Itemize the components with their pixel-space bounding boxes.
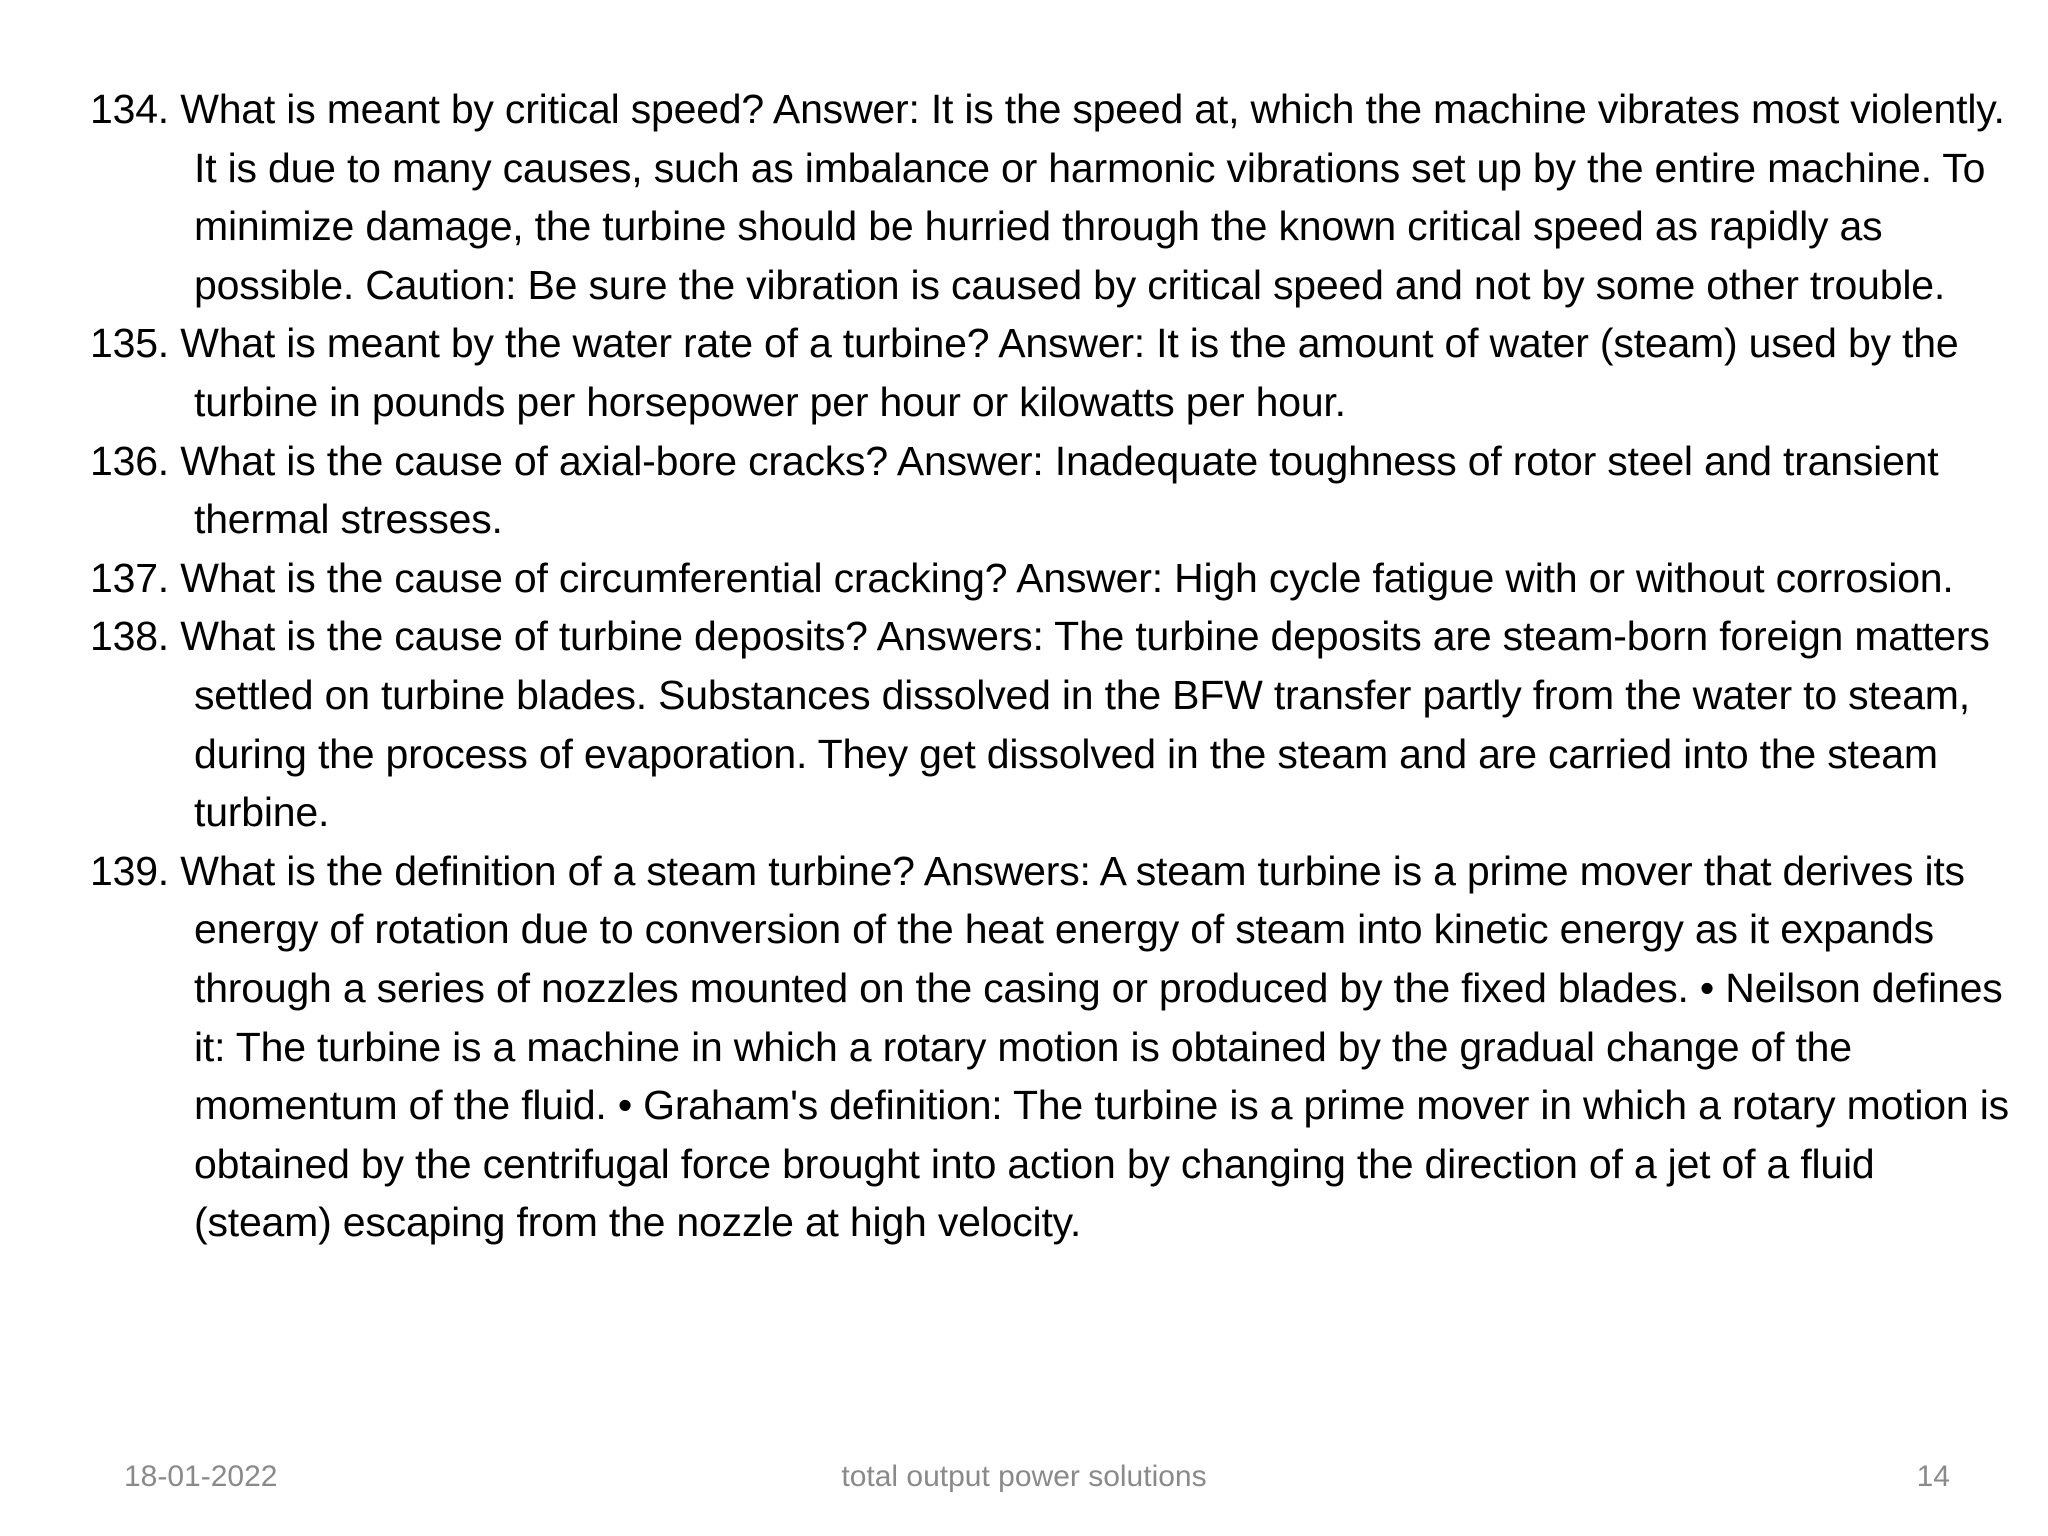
item-text: What is the cause of circumferential cracking? Answer: High cycle fatigue with or without corrosion. xyxy=(180,554,1954,601)
item-text: What is meant by critical speed? Answer: It is the speed at, which the machine vibrates most violently. It is due to many causes, such as imbalance or harmonic vibrations set up by the entire machine. To minimize damage, the turbine should be hurried through the known critical speed as rapidly as possible. Caution: Be sure the vibration is caused by critical speed and not by some other trouble. xyxy=(180,86,2005,308)
page-number: 14 xyxy=(1916,1460,1950,1493)
item-number: 139. xyxy=(90,847,169,894)
qa-item-134 xyxy=(90,80,2010,314)
qa-item-138 xyxy=(90,607,2010,841)
item-number: 134. xyxy=(90,86,169,132)
footer-title: total output power solutions xyxy=(841,1460,1207,1493)
item-text: What is the cause of axial-bore cracks? Answer: Inadequate toughness of rotor steel and transient thermal stresses. xyxy=(180,437,1939,543)
qa-item-139 xyxy=(90,842,2010,1252)
qa-item-135 xyxy=(90,314,2010,431)
item-number: 137. xyxy=(90,554,169,601)
qa-item-136 xyxy=(90,432,2010,549)
item-text: What is meant by the water rate of a turbine? Answer: It is the amount of water (steam) used by the turbine in pounds per horsepower per hour or kilowatts per hour. xyxy=(180,320,1959,425)
qa-list xyxy=(90,80,2010,1252)
item-number: 138. xyxy=(90,613,169,660)
item-text: What is the definition of a steam turbine? Answers: A steam turbine is a prime mover that derives its energy of rotation due to conversion of the heat energy of steam into kinetic energy as it expands through a series of nozzles mounted on the casing or produced by the fixed blades. • Neilson defines it: The turbine is a machine in which a rotary motion is obtained by the gradual change of the momentum of the fluid. • Graham's definition: The turbine is a prime mover in which a rotary motion is obtained by the centrifugal force brought into action by changing the direction of a jet of a fluid (steam) escaping from the nozzle at high velocity. xyxy=(180,847,2009,1246)
qa-item-137 xyxy=(90,549,2010,608)
footer-date: 18-01-2022 xyxy=(124,1460,278,1493)
item-number: 136. xyxy=(90,437,169,484)
item-text: What is the cause of turbine deposits? Answers: The turbine deposits are steam-born foreign matters settled on turbine blades. Substances dissolved in the BFW transfer partly from the water to steam, during the process of evaporation. They get dissolved in the steam and are carried into the steam turbine. xyxy=(180,613,1990,836)
item-number: 135. xyxy=(90,320,169,367)
